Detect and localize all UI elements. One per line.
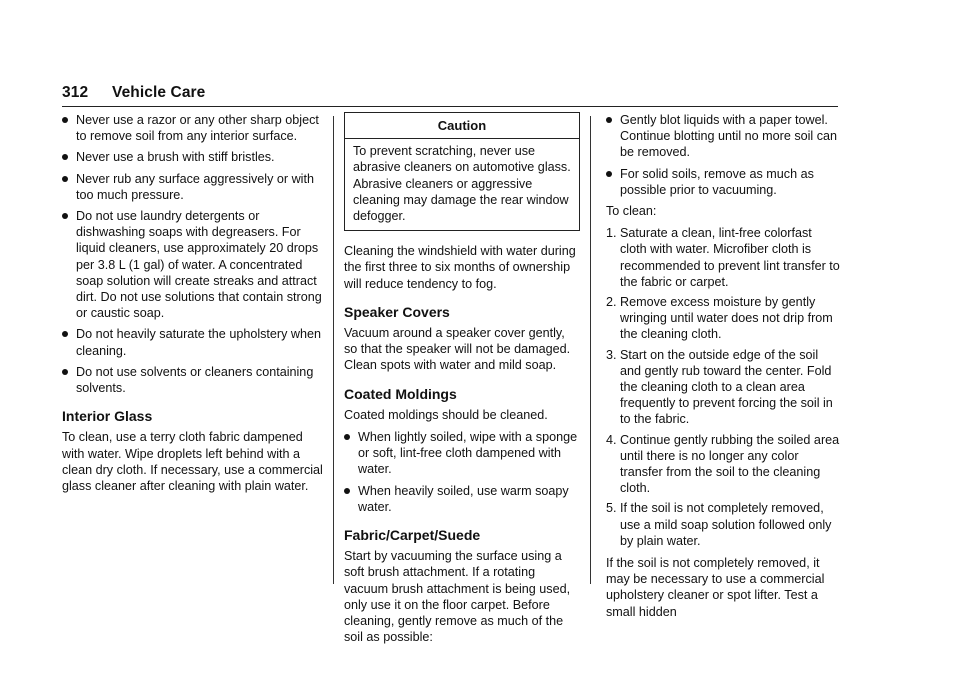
bullet-icon bbox=[62, 331, 68, 337]
header-rule bbox=[62, 106, 838, 107]
list-item: For solid soils, remove as much as possible prior to vacuuming. bbox=[606, 166, 840, 198]
bullet-icon bbox=[62, 369, 68, 375]
caution-title: Caution bbox=[345, 113, 579, 139]
speaker-covers-text: Vacuum around a speaker cover gently, so that the speaker will not be damaged. Clean spots with water and mild soap. bbox=[344, 326, 571, 373]
speaker-covers-heading: Speaker Covers bbox=[344, 303, 450, 320]
page-header bbox=[62, 84, 205, 102]
column-3 bbox=[606, 112, 840, 626]
page-number: 312 bbox=[62, 84, 89, 101]
windshield-text: Cleaning the windshield with water during the first three to six months of ownership will reduce tendency to fog. bbox=[344, 244, 576, 291]
list-item: Never use a brush with stiff bristles. bbox=[62, 149, 324, 165]
column-2 bbox=[344, 112, 580, 651]
list-item: When lightly soiled, wipe with a sponge or soft, lint-free cloth dampened with water. bbox=[344, 429, 580, 478]
bullet-icon bbox=[606, 117, 612, 123]
closing-text: If the soil is not completely removed, it may be necessary to use a commercial upholstery cleaner or spot lifter. Test a small hidden bbox=[606, 556, 825, 619]
list-item: Do not use laundry detergents or dishwashing soaps with degreasers. For liquid cleaners, use approximately 20 drops per 3.8 L (1 gal) of water. A concentrated soap solution will create streaks and attract dirt. Do not use solutions that contain strong or caustic soap. bbox=[62, 208, 324, 321]
bullet-icon bbox=[344, 434, 350, 440]
cleaning-steps bbox=[606, 225, 840, 549]
bullet-icon bbox=[62, 154, 68, 160]
bullet-icon bbox=[62, 213, 68, 219]
step-item: 4. Continue gently rubbing the soiled area until there is no longer any color transfer from the soil to the cleaning cloth. bbox=[606, 432, 840, 496]
section-title: Vehicle Care bbox=[112, 84, 206, 101]
list-item: Never rub any surface aggressively or with too much pressure. bbox=[62, 171, 324, 203]
fabric-carpet-suede-text: Start by vacuuming the surface using a soft brush attachment. If a rotating vacuum brush attachment is being used, only use it on the floor carpet. Before cleaning, gently remove as much of the soil as possible: bbox=[344, 549, 571, 645]
step-item: 5. If the soil is not completely removed, use a mild soap solution followed only by plain water. bbox=[606, 501, 832, 548]
column-divider bbox=[333, 116, 334, 584]
bullet-icon bbox=[62, 117, 68, 123]
list-item: Do not use solvents or cleaners containing solvents. bbox=[62, 364, 324, 396]
caution-box bbox=[344, 112, 580, 231]
column-1 bbox=[62, 112, 324, 500]
list-item: Never use a razor or any other sharp object to remove soil from any interior surface. bbox=[62, 112, 324, 144]
column-divider bbox=[590, 116, 591, 584]
caution-text: To prevent scratching, never use abrasive cleaners on automotive glass. Abrasive cleaners or aggressive cleaning may damage the rear window defogger. bbox=[353, 144, 571, 224]
interior-care-bullets bbox=[62, 112, 324, 396]
list-item: When heavily soiled, use warm soapy water. bbox=[344, 483, 580, 515]
interior-glass-heading: Interior Glass bbox=[62, 408, 153, 425]
soil-removal-bullets bbox=[606, 112, 840, 198]
to-clean-label: To clean: bbox=[606, 204, 657, 219]
bullet-icon bbox=[344, 488, 350, 494]
step-item: 3. Start on the outside edge of the soil and gently rub toward the center. Fold the cleaning cloth to a clean area frequently to prevent forcing the soil in to the fabric. bbox=[606, 347, 833, 427]
list-item: Do not heavily saturate the upholstery when cleaning. bbox=[62, 326, 324, 358]
coated-moldings-text: Coated moldings should be cleaned. bbox=[344, 407, 548, 422]
coated-moldings-heading: Coated Moldings bbox=[344, 385, 457, 402]
bullet-icon bbox=[62, 176, 68, 182]
bullet-icon bbox=[606, 171, 612, 177]
step-item: 1. Saturate a clean, lint-free colorfast cloth with water. Microfiber cloth is recommended to prevent lint transfer to the fabric or carpet. bbox=[606, 226, 840, 289]
fabric-carpet-suede-heading: Fabric/Carpet/Suede bbox=[344, 527, 481, 544]
moldings-bullets bbox=[344, 429, 580, 515]
list-item: Gently blot liquids with a paper towel. Continue blotting until no more soil can be removed. bbox=[606, 112, 840, 161]
interior-glass-text: To clean, use a terry cloth fabric dampened with water. Wipe droplets left behind with a clean dry cloth. If necessary, use a commercial glass cleaner after cleaning with plain water. bbox=[62, 430, 323, 494]
step-item: 2. Remove excess moisture by gently wringing until water does not drip from the cleaning cloth. bbox=[606, 295, 833, 342]
